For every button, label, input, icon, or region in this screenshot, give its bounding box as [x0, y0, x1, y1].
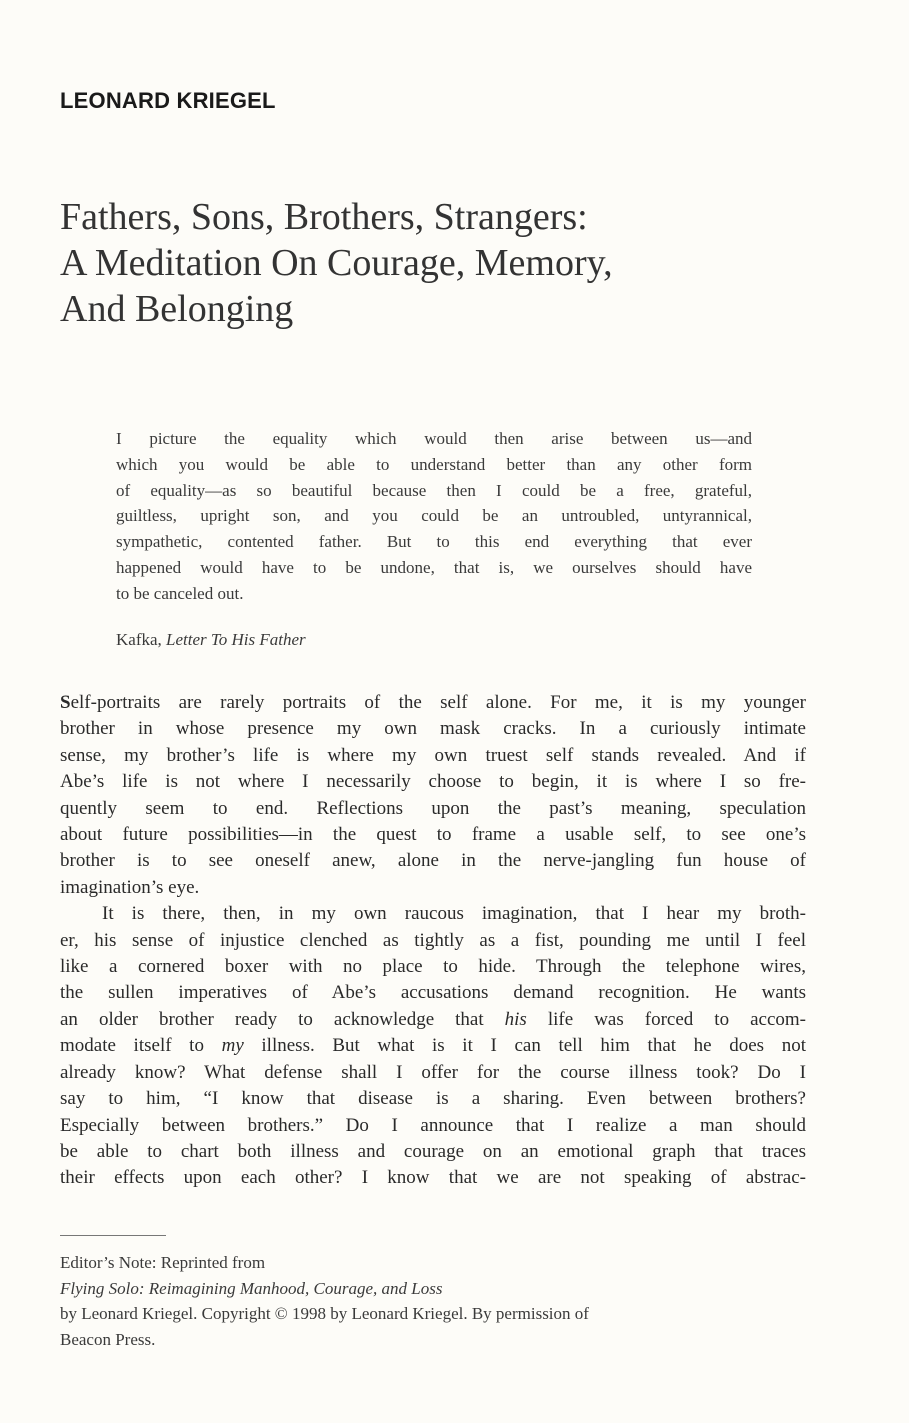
epigraph-attribution: [116, 630, 306, 650]
epigraph-line: which you would be able to understand better than any other form: [116, 454, 752, 474]
body-line: already know? What defense shall I offer for the course illness took? Do I: [60, 1061, 806, 1083]
body-line: er, his sense of injustice clenched as tightly as a fist, pounding me until I feel: [60, 929, 806, 951]
author-name: LEONARD KRIEGEL: [60, 88, 276, 113]
body-line: imagination’s eye.: [60, 876, 200, 898]
epigraph-line: happened would have to be undone, that is, we ourselves should have: [116, 557, 752, 577]
drop-cap: S: [60, 692, 71, 713]
body-line: Especially between brothers.” Do I announce that I realize a man should: [60, 1114, 806, 1136]
essay-title: [60, 194, 840, 332]
attribution-author: Kafka,: [116, 630, 162, 649]
body-line: be able to chart both illness and courage on an emotional graph that traces: [60, 1140, 806, 1162]
epigraph-line: to be canceled out.: [116, 583, 244, 603]
body-line: an older brother ready to acknowledge that his life was forced to accom-: [60, 1008, 806, 1030]
epigraph-line: of equality—as so beautiful because then I could be a free, grateful,: [116, 480, 752, 500]
footnote-rule: [60, 1235, 166, 1236]
body-text: [60, 690, 806, 1192]
body-line: Abe’s life is not where I necessarily choose to begin, it is where I so fre-: [60, 771, 806, 793]
body-line: quently seem to end. Reflections upon the past’s meaning, speculation: [60, 797, 806, 819]
title-line: Fathers, Sons, Brothers, Strangers:: [60, 196, 588, 238]
title-line: A Meditation On Courage, Memory,: [60, 242, 613, 284]
body-line: like a cornered boxer with no place to hide. Through the telephone wires,: [60, 956, 806, 978]
epigraph-line: I picture the equality which would then arise between us—and: [116, 429, 752, 448]
body-line: brother in whose presence my own mask cracks. In a curiously intimate: [60, 718, 806, 740]
body-line: the sullen imperatives of Abe’s accusations demand recognition. He wants: [60, 982, 806, 1004]
body-line: Self-portraits are rarely portraits of the self alone. For me, it is my younger: [60, 692, 806, 713]
body-line: It is there, then, in my own raucous imagination, that I hear my broth-: [102, 903, 806, 925]
body-line: about future possibilities—in the quest to frame a usable self, to see one’s: [60, 824, 806, 846]
body-line: sense, my brother’s life is where my own truest self stands revealed. And if: [60, 744, 806, 766]
epigraph-line: guiltless, upright son, and you could be an untroubled, untyrannical,: [116, 506, 752, 526]
note-line: Editor’s Note: Reprinted from Flying Solo: Reimagining Manhood, Courage, and Loss: [60, 1253, 443, 1298]
body-line: their effects upon each other? I know that we are not speaking of abstrac-: [60, 1167, 806, 1189]
body-line: modate itself to my illness. But what is it I can tell him that he does not: [60, 1035, 806, 1057]
book-title: Flying Solo: Reimagining Manhood, Courage, and Loss: [60, 1278, 443, 1298]
body-line: say to him, “I know that disease is a sharing. Even between brothers?: [60, 1088, 806, 1110]
body-line: brother is to see oneself anew, alone in the nerve-jangling fun house of: [60, 850, 806, 872]
attribution-work: Letter To His Father: [166, 630, 306, 649]
epigraph-line: sympathetic, contented father. But to this end everything that ever: [116, 532, 752, 552]
editors-note: [60, 1250, 810, 1352]
note-line: Beacon Press.: [60, 1329, 156, 1349]
title-line: And Belonging: [60, 288, 294, 330]
note-line: by Leonard Kriegel. Copyright © 1998 by Leonard Kriegel. By permission of: [60, 1304, 589, 1323]
epigraph: [116, 426, 752, 607]
